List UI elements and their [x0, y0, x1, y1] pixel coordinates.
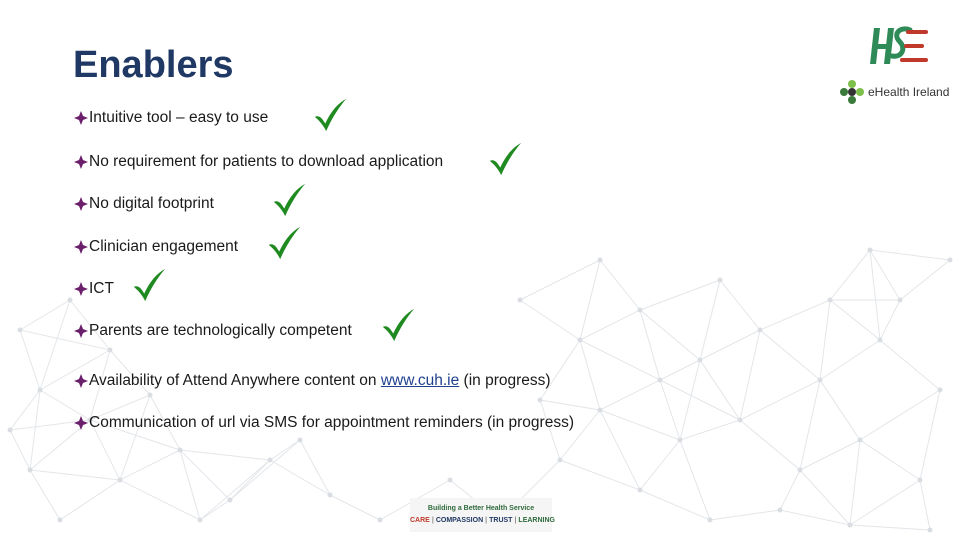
hse-logo — [868, 24, 932, 75]
bullet-text: No digital footprint — [89, 195, 214, 212]
bullet-item — [74, 412, 574, 434]
slide-title: Enablers — [73, 44, 234, 86]
value-care: CARE — [410, 517, 430, 524]
bullet-item — [74, 278, 114, 300]
diamond-bullet-icon — [74, 282, 88, 296]
bullet-text: ICT — [89, 280, 114, 297]
checkmark-icon — [311, 96, 349, 134]
bullet-text: Communication of url via SMS for appointment reminders (in progress) — [89, 414, 574, 431]
bullet-item — [74, 107, 268, 129]
hse-logo-mark — [868, 24, 932, 70]
diamond-bullet-icon — [74, 374, 88, 388]
footer-tagline: Building a Better Health Service — [427, 505, 535, 512]
value-compassion: COMPASSION — [435, 517, 484, 524]
bullet-item — [74, 320, 352, 342]
diamond-bullet-icon — [74, 197, 88, 211]
checkmark-icon — [379, 306, 417, 344]
cuh-website-link[interactable]: www.cuh.ie — [380, 372, 460, 389]
checkmark-icon — [265, 224, 303, 262]
bullet-item — [74, 193, 214, 215]
diamond-bullet-icon — [74, 111, 88, 125]
bullet-item — [74, 236, 238, 258]
ehealth-logo-text: eHealth Ireland — [868, 85, 950, 99]
diamond-bullet-icon — [74, 416, 88, 430]
bullet-text: Intuitive tool – easy to use — [89, 109, 269, 126]
bullet-item — [74, 151, 443, 173]
value-trust: TRUST — [489, 517, 513, 524]
bullet-text: Clinician engagement — [89, 238, 239, 255]
bullet-text: Parents are technologically competent — [89, 322, 352, 339]
checkmark-icon — [130, 266, 168, 304]
bullet-text: No requirement for patients to download application — [89, 153, 444, 170]
ehealth-ireland-logo — [838, 78, 949, 106]
diamond-bullet-icon — [74, 240, 88, 254]
ehealth-logo-icon — [838, 78, 866, 106]
footer-values: CARE | COMPASSION | TRUST | LEARNING — [410, 517, 555, 524]
diamond-bullet-icon — [74, 155, 88, 169]
bullet-item — [74, 370, 551, 392]
bullet-text: Availability of Attend Anywhere content on — [89, 372, 381, 389]
checkmark-icon — [270, 181, 308, 219]
footer-badge — [410, 498, 555, 532]
checkmark-icon — [486, 140, 524, 178]
diamond-bullet-icon — [74, 324, 88, 338]
bullet-text-suffix: (in progress) — [459, 372, 551, 389]
value-learning: LEARNING — [518, 517, 555, 524]
